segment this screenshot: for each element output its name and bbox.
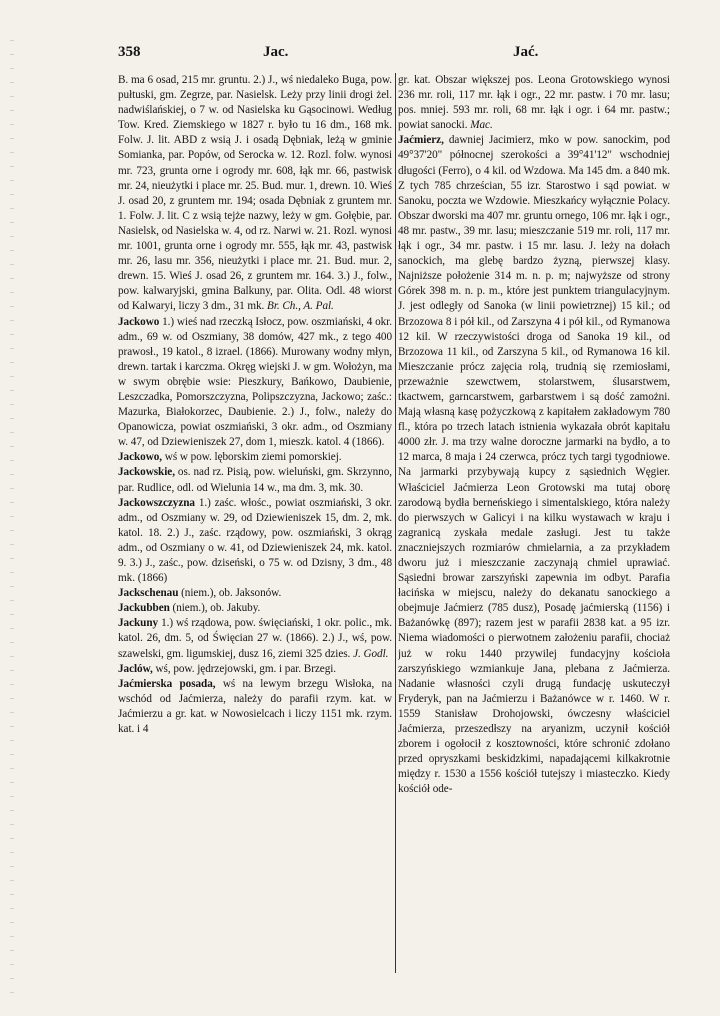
page-number: 358 bbox=[118, 44, 141, 60]
column-divider bbox=[395, 73, 396, 973]
entry-headword: Jaćmierz, bbox=[398, 134, 444, 147]
right-column bbox=[398, 73, 670, 1011]
entry-text: 1.) zaśc. włośc., powiat oszmiański, 3 okr. adm., od Oszmiany w. 29, od Dziewieniszek 15, dm. 2, mk. katol. 18. 2.) J., zaśc. rządowy, pow. oszmiański, 3 okrąg adm., od Oszmiany o w. 41, od Dziewieniszek 24, mk. katol. 9. 3.) J., zaśc., pow. dziseński, o 75 w. od Dzisny, 3 dm., 48 mk. (1866) bbox=[118, 496, 392, 585]
entry-text: wś w pow. lęborskim ziemi pomorskiej. bbox=[164, 451, 342, 464]
right-running-head: Jać. bbox=[513, 44, 539, 60]
gazetteer-entry bbox=[118, 450, 392, 465]
entry-headword: Jaclów, bbox=[118, 662, 153, 675]
entry-text: 1.) wś rządowa, pow. święciański, 1 okr. polic., mk. katol. 26, dm. 5, od Święcian 27 w. (1866). 2.) J., wś, pow. szawelski, gm. ligumskiej, dusz 16, ziemi 325 dzies. bbox=[118, 617, 392, 660]
entry-text: wś na lewym brzegu Wisłoka, na wschód od Jaćmierza, należy do parafii rzym. kat. w Jaćmierzu a gr. kat. w Nowosielcach i liczy 1151 mk. rzym. kat. i 4 bbox=[118, 677, 392, 736]
entry-text: dawniej Jacimierz, mko w pow. sanockim, pod 49°37'20" północnej szerokości a 39°41'12" wschodniej długości (Ferro), o 4 kil. od Wzdowa. Ma 145 dm. a 840 mk. Z tych 785 chrześcian, 55 izr. Starostwo i sąd powiat. w Sanoku, poczta we Wzdowie. Mieszkańcy wyłącznie Polacy. Obszar dworski ma 407 mr. gruntu ornego, 106 mr. łąk i ogr., 48 mr. pastw., 39 mr. lasu; mieszczanie 519 mr. roli, 117 mr. łąk i ogr., 34 mr. pastw. i 15 mr. lasu. J. leży na dołach sanockich, ma glebę bardzo żyzną, pierwszej klasy. Najniższe położenie 314 m. n. p. m; najwyższe od strony Górek 398 m. n. p. m., które jest punktem triangulacyjnym. J. jest odległy od Sanoka (w linii powietrznej) 15 kil.; od Brzozowa 8 i pół kil., od Zarszyna 4 i pół kil., od Rymanowa 12 kil. W rzeczywistości droga od Sanoka 19 kil., od Brzozowa 11 kil., od Zarszyna 5 kil., od Rymanowa 16 kil. Mieszczanie prócz zajęcia rolą, trudnią się rzemiosłami, przeważnie szewctwem, stolarstwem, ślusarstwem, tkactwem, garncarstwem, garbarstwem i są dość zamożni. Mają własną kasę pożyczkową z kapitałem zakładowym 780 fl., która po trzech latach istnienia wykazała obrót kapitału 4000 złr. J. ma trzy walne doroczne jarmarki na bydło, a to 12 marca, 8 maja i 24 czerwca, prócz tych targi tygodniowe. Na jarmarki przybywają kupcy z sąsiednich Węgier. Właściciel Jaćmierza Leon Grotowski ma tutaj oborę zarodową bydła berneńskiego i simentalskiego, która należy do pierwszych w Galicyi i na kilku wystawach w kraju i zagranicą zyskała medale zasługi. Jest tu także znaczniejszych rozmiarów chmielarnia, a za przykładem dworu już i mieszczanie zaczynają chmiel uprawiać. Sąsiedni browar zarszyński zapewnia im odbyt. Parafia łacińska w miejscu, należy do dekanatu sanockiego a obejmuje Jaćmierz (785 dusz), Posadę jaćmierską (1156) i Bażanówkę (897); razem jest w parafii 2838 kat. a 95 izr. Niema wiadomości o pierwotnem założeniu parafii, chociaż już w roku 1440 przywilej fundacyjny kościoła zarszyńskiego wzmiankuje Jana, plebana z Jaćmierza. Nadanie własności czyli drugą fundację uskuteczył Fryderyk, pan na Jaćmierzu i Bażanówce w r. 1460. W r. 1559 Stanisław Drohojowski, ówczesny właściciel Jaćmierza, przeszedłszy na aryanizm, uczynił kościół zborem i ogołocił z kosztowności, które schronić zdołano przed opryszkami beskidzkimi, napadającemi kilkakrotnie między r. 1530 a 1556 kościół tutejszy i miasteczko. Kiedy kościół ode- bbox=[398, 134, 670, 796]
entry-text: gr. kat. Obszar większej pos. Leona Grotowskiego wynosi 236 mr. roli, 117 mr. łąk i ogr., 22 mr. pastw. i 70 mr. lasu; pos. mniej. 593 mr. roli, 68 mr. łąk i ogr. i 64 mr. pastw.; powiat sanocki. bbox=[398, 74, 670, 132]
entry-text: 1.) wieś nad rzeczką Isłocz, pow. oszmiański, 4 okr. adm., 69 w. od Oszmiany, 38 domów, 427 mk., z tego 400 prawosł., 19 katol., 8 izrael. (1866). Murowany wodny młyn, drewn. tartak i karczma. Okręg wiejski J. w gm. Wołożyn, ma w swym obrębie wsie: Pieszkury, Bańkowo, Daubienie, Leszczadka, Pomorszczyzna, Polipszczyzna, Jackowo; zaśc.: Mazurka, Białokorzec, Daubienie. 2.) J., folw., należy do Opanowicza, powiat oszmiański, 3 okr. adm., od Oszmiany w. 47, od Dziewieniszek 27, dom 1, mieszk. katol. 4 (1866). bbox=[118, 315, 392, 449]
page-header bbox=[118, 44, 663, 66]
gazetteer-entry bbox=[118, 496, 392, 587]
gazetteer-entry bbox=[118, 662, 392, 677]
gazetteer-entry bbox=[118, 315, 392, 451]
entry-headword: Jackowo, bbox=[118, 451, 163, 464]
left-column bbox=[118, 73, 392, 1011]
entry-headword: Jackowo bbox=[118, 315, 160, 328]
entry-headword: Jackubben bbox=[118, 602, 170, 615]
entry-text: wś, pow. jędrzejowski, gm. i par. Brzegi. bbox=[155, 662, 337, 675]
entry-text: B. ma 6 osad, 215 mr. gruntu. 2.) J., wś niedaleko Buga, pow. pułtuski, gm. Zegrze, par. Nasielsk. Leży przy linii drogi żel. nadwiślańskiej, o 7 w. od Nasielska ku Gąsocinowi. Według Tow. Kred. Ziemskiego w 1827 r. było tu 16 dm., 168 mk. Folw. J. lit. ABD z wsią J. i osadą Dębniak, leżą w gminie Somianka, par. Popów, od Serocka w. 12. Rozl. folw. wynosi mr. 723, grunta orne i ogrody mr. 608, łąk mr. 66, pastwisk mr. 24, nieużytki i place mr. 25. Bud. mur. 1, drewn. 10. Wieś J. osad 20, z gruntem mr. 194; osada Dębniak z gruntem mr. 1. Folw. J. lit. C z wsią tejże nazwy, leży w gm. Gołębie, par. Nasielsk, od Nasielska w. 4, od rz. Narwi w. 21. Rozl. wynosi mr. 1001, grunta orne i ogrody mr. 555, łąk mr. 43, pastwisk mr. 26, lasu mr. 356, nieużytki i place mr. 21. Bud. mur. 2, drewn. 15. Wieś J. osad 26, z gruntem mr. 164. 3.) J., folw., pow. kalwaryjski, gmina Balkuny, par. Olita. Odl. 48 wiorst od Kalwaryi, liczy 3 dm., 31 mk. bbox=[118, 74, 392, 313]
entry-signature: Mac. bbox=[470, 119, 493, 132]
left-running-head: Jac. bbox=[263, 44, 289, 60]
entry-signature: J. Godl. bbox=[353, 647, 389, 660]
entry-headword: Jackowskie, bbox=[118, 466, 175, 479]
gazetteer-entry bbox=[118, 586, 392, 601]
entry-headword: Jackowszczyzna bbox=[118, 496, 195, 509]
gazetteer-entry bbox=[118, 73, 392, 315]
entry-headword: Jackuny bbox=[118, 617, 159, 630]
entry-headword: Jaćmierska posada, bbox=[118, 677, 216, 690]
gazetteer-entry bbox=[398, 73, 670, 133]
gazetteer-entry bbox=[118, 677, 392, 737]
entry-text: (niem.), ob. Jaksonów. bbox=[181, 587, 282, 600]
gazetteer-entry bbox=[398, 133, 670, 797]
entry-signature: Br. Ch., A. Pal. bbox=[267, 300, 334, 313]
gazetteer-entry bbox=[118, 601, 392, 616]
entry-text: os. nad rz. Pisią, pow. wieluński, gm. Skrzynno, par. Rudlice, odl. od Wielunia 14 w., ma dm. 3, mk. 30. bbox=[118, 466, 392, 494]
gazetteer-entry bbox=[118, 465, 392, 495]
gazetteer-entry bbox=[118, 616, 392, 661]
entry-headword: Jackschenau bbox=[118, 587, 179, 600]
entry-text: (niem.), ob. Jakuby. bbox=[172, 602, 261, 615]
binding-edge-marks bbox=[10, 40, 14, 1000]
